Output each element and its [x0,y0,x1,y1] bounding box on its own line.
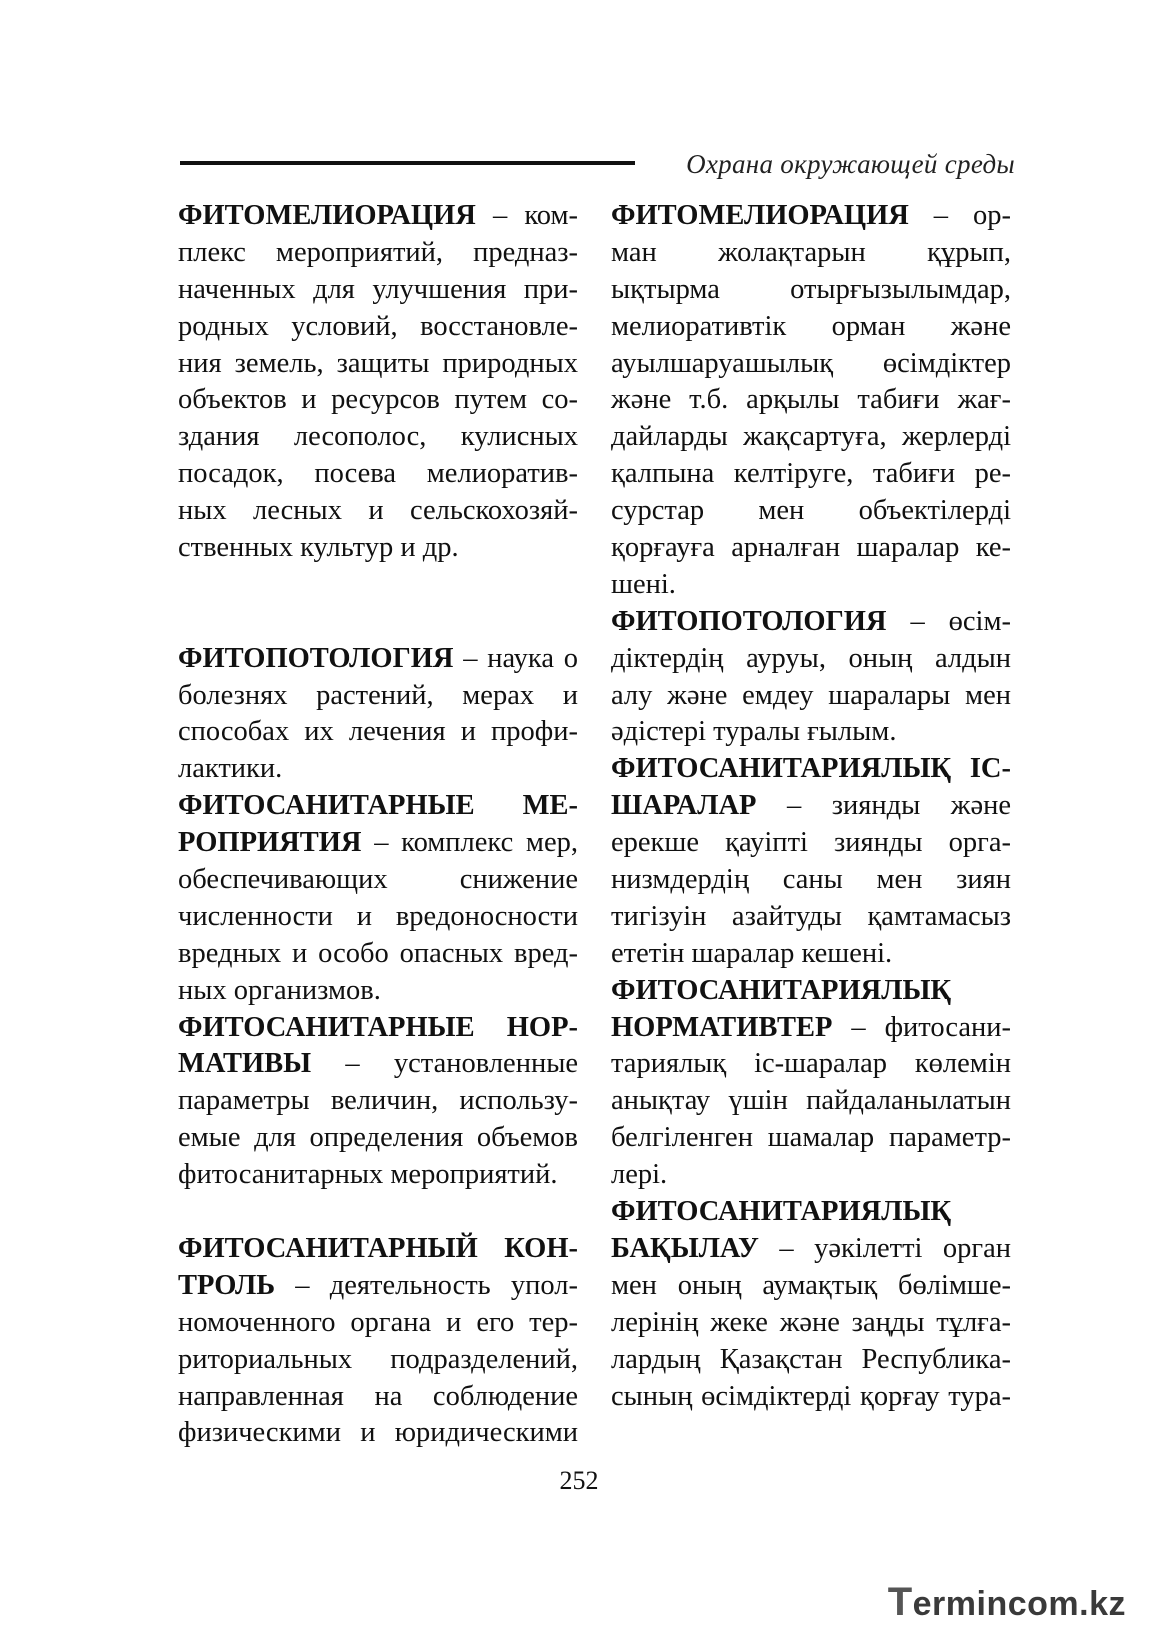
entry-line [178,1083,578,1120]
entry-text: мелиоративтік орман және [611,310,1011,342]
entry-text: қорғауға арналған шаралар ке- [611,532,1011,564]
entry-text: лардың Қазақстан Республика- [611,1343,1011,1375]
entry-line [611,825,1011,862]
entry-line [178,862,578,899]
entry-line [178,1046,578,1083]
entry-text: белгіленген шамалар параметр- [611,1122,1011,1154]
entry-line [178,382,578,419]
entry-text: физическими и юридическими [178,1417,578,1449]
entry-line [611,1010,1011,1047]
entry-term: ФИТОПОТОЛОГИЯ [611,605,887,637]
entry-text: тариялық іс-шаралар көлемін [611,1048,1011,1080]
left-column-russian [178,198,578,1452]
entry-text: – ор- [908,200,1011,231]
entry-line [611,1379,1011,1416]
glossary-entry [611,751,1011,972]
entry-line [611,862,1011,899]
entry-text: шені. [611,568,676,600]
entry-text: – өсім- [886,605,1011,637]
entry-term: ФИТОСАНИТАРИЯЛЫҚ [611,974,952,1006]
entry-text: және т.б. арқылы табиғи жағ- [611,384,1011,416]
entry-text: низмдердің саны мен зиян [611,864,1011,896]
entry-text: діктердің ауруы, оның алдын [611,642,1011,674]
entry-text: ықтырма отырғызылымдар, [611,273,1011,305]
entry-term: ФИТОПОТОЛОГИЯ [178,642,454,674]
entry-line [178,272,578,309]
entry-line [178,1157,578,1194]
entry-text: – установленные [311,1048,578,1080]
entry-line [178,493,578,530]
entry-line [611,788,1011,825]
entry-term: ФИТОСАНИТАРИЯЛЫҚ [611,1196,952,1228]
entry-text: плекс мероприятий, предназ- [178,236,578,268]
entry-spacer [178,604,578,641]
entry-line [611,1046,1011,1083]
entry-line [178,641,578,678]
entry-term: ТРОЛЬ [178,1269,276,1301]
entry-line [611,678,1011,715]
glossary-entry [178,641,578,789]
entry-text: обеспечивающих снижение [178,864,578,896]
entry-text: лерінің жеке және заңды тұлға- [611,1306,1011,1338]
entry-line [178,751,578,788]
entry-text: сурстар мен объектілерді [611,495,1011,527]
entry-text: болезнях растений, мерах и [178,679,578,711]
entry-line [611,641,1011,678]
entry-text: родных условий, восстановле- [178,310,578,342]
entry-line [611,1194,1011,1231]
entry-line [178,936,578,973]
entry-line [611,714,1011,751]
entry-text: направленная на соблюдение [178,1380,578,1412]
entry-text: – зиянды және [756,790,1011,822]
glossary-entry [611,198,1011,604]
entry-line [611,899,1011,936]
entry-line [178,1342,578,1379]
entry-line [611,493,1011,530]
entry-line [611,272,1011,309]
entry-text: емые для определения объемов [178,1122,578,1154]
entry-line [611,1120,1011,1157]
entry-text: параметры величин, использу- [178,1085,578,1117]
entry-text: вредных и особо опасных вред- [178,937,578,969]
entry-text: фитосанитарных мероприятий. [178,1159,558,1191]
glossary-entry [178,788,578,1009]
entry-line [178,456,578,493]
entry-line [178,346,578,383]
entry-text: здания лесополос, кулисных [178,421,578,453]
entry-text: ман жолақтарын құрып, [611,236,1011,268]
entry-text: әдістері туралы ғылым. [611,716,897,748]
entry-term: ФИТОСАНИТАРНЫЕ НОР- [178,1011,578,1043]
glossary-entry [611,604,1011,752]
entry-line [611,235,1011,272]
entry-line [178,530,578,567]
entry-text: мен оның аумақтық бөлімше- [611,1269,1011,1301]
entry-line [611,973,1011,1010]
entry-line [178,198,578,235]
entry-text: – наука о [453,642,578,674]
entry-line [178,1010,578,1047]
page-number: 252 [559,1466,599,1495]
entry-term: ШАРАЛАР [611,790,757,822]
entry-line [611,567,1011,604]
entry-line [611,456,1011,493]
entry-text: объектов и ресурсов путем со- [178,384,578,416]
running-head: Охрана окружающей среды [686,149,1015,179]
entry-text: ния земель, защиты природных [178,347,578,379]
entry-line [611,419,1011,456]
entry-line [611,751,1011,788]
entry-term: ФИТОСАНИТАРНЫЕ МЕ- [178,790,578,822]
glossary-entry [178,1010,578,1194]
entry-line [611,1342,1011,1379]
glossary-entry [178,198,578,567]
watermark-logo: Termincom.kz [887,1580,1126,1624]
entry-text: ственных культур и др. [178,532,459,564]
entry-line [178,825,578,862]
entry-line [611,1268,1011,1305]
entry-text: анықтау үшін пайдаланылатын [611,1085,1011,1117]
entry-text: риториальных подразделений, [178,1343,578,1375]
entry-term: НОРМАТИВТЕР [611,1011,833,1043]
header-rule [180,161,635,165]
entry-text: – комплекс мер, [361,827,578,859]
entry-line [178,419,578,456]
entry-text: ных лесных и сельскохозяй- [178,495,578,527]
entry-spacer [178,1194,578,1231]
entry-text: способах их лечения и профи- [178,716,578,748]
entry-text: дайларды жақсартуға, жерлерді [611,421,1011,453]
entry-term: ФИТОСАНИТАРИЯЛЫҚ ІС- [611,753,1011,785]
entry-text: – ком- [475,200,578,231]
entry-term: ФИТОСАНИТАРНЫЙ КОН- [178,1232,578,1264]
entry-term: ФИТОМЕЛИОРАЦИЯ [178,200,476,231]
entry-line [178,1231,578,1268]
entry-line [611,1157,1011,1194]
entry-text: алу және емдеу шаралары мен [611,679,1011,711]
entry-line [611,198,1011,235]
entry-text: наченных для улучшения при- [178,273,578,305]
entry-line [178,1379,578,1416]
entry-text: – уәкілетті орган [758,1232,1011,1264]
entry-line [611,1083,1011,1120]
entry-text: численности и вредоносности [178,900,578,932]
entry-text: посадок, посева мелиоратив- [178,458,578,490]
entry-line [178,788,578,825]
entry-term: ФИТОМЕЛИОРАЦИЯ [611,200,909,231]
entry-line [611,936,1011,973]
entry-text: ерекше қауіпті зиянды орга- [611,827,1011,859]
entry-text: ных организмов. [178,974,381,1006]
entry-line [178,714,578,751]
entry-term: РОПРИЯТИЯ [178,827,362,859]
entry-text: лері. [611,1159,668,1191]
entry-term: МАТИВЫ [178,1048,312,1080]
entry-text: – деятельность упол- [275,1269,578,1301]
entry-text: қалпына келтіруге, табиғи ре- [611,458,1011,490]
entry-text: ауылшаруашылық өсімдіктер [611,347,1011,379]
entry-term: БАҚЫЛАУ [611,1232,759,1264]
entry-line [178,309,578,346]
entry-text: ететін шаралар кешені. [611,937,893,969]
entry-line [178,678,578,715]
entry-line [611,382,1011,419]
entry-line [178,1415,578,1452]
entry-line [178,973,578,1010]
entry-line [611,309,1011,346]
glossary-entry [178,1231,578,1452]
entry-line [611,604,1011,641]
entry-text: сының өсімдіктерді қорғау тура- [611,1380,1011,1412]
entry-text: номоченного органа и его тер- [178,1306,578,1338]
entry-text: – фитосани- [832,1011,1011,1043]
glossary-entry [611,973,1011,1194]
entry-spacer [178,567,578,604]
entry-line [611,530,1011,567]
entry-line [178,899,578,936]
entry-text: лактики. [178,753,283,785]
glossary-entry [611,1194,1011,1415]
entry-line [611,346,1011,383]
entry-line [611,1231,1011,1268]
entry-text: тигізуін азайтуды қамтамасыз [611,900,1011,932]
entry-line [178,1268,578,1305]
right-column-kazakh [611,198,1011,1415]
entry-line [178,1305,578,1342]
entry-line [611,1305,1011,1342]
entry-line [178,1120,578,1157]
entry-line [178,235,578,272]
